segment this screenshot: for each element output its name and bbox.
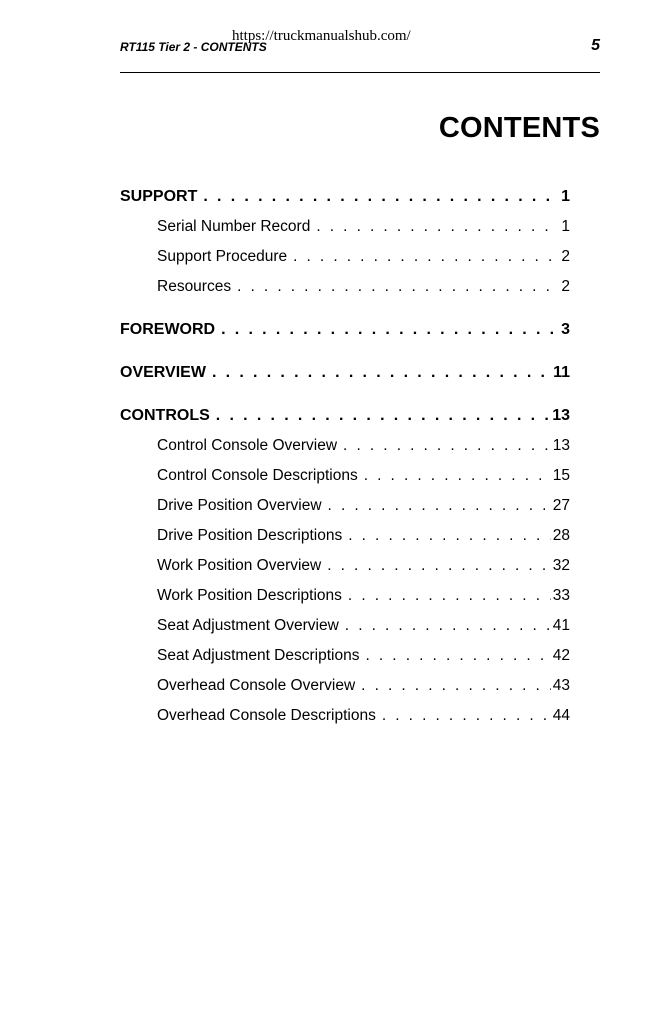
- toc-dot-leader: [293, 242, 559, 272]
- table-of-contents: [120, 182, 570, 731]
- toc-subentry[interactable]: [120, 551, 570, 581]
- toc-entry-label: Drive Position Descriptions: [157, 527, 343, 544]
- toc-dot-leader: [365, 641, 550, 671]
- toc-dot-leader: [348, 581, 551, 611]
- page-title: CONTENTS: [438, 112, 600, 144]
- toc-entry-page: 3: [561, 321, 570, 338]
- toc-entry-page: 2: [561, 248, 570, 265]
- toc-entry-page: 28: [552, 527, 570, 544]
- toc-dot-leader: [221, 315, 559, 345]
- toc-dot-leader: [361, 671, 551, 701]
- toc-entry-page: 2: [561, 278, 570, 295]
- toc-subentry[interactable]: [120, 671, 570, 701]
- toc-dot-leader: [237, 272, 559, 302]
- toc-subentry[interactable]: [120, 581, 570, 611]
- toc-entry-label: Serial Number Record: [157, 218, 311, 235]
- toc-dot-leader: [328, 491, 551, 521]
- toc-dot-leader: [327, 551, 551, 581]
- toc-dot-leader: [316, 212, 559, 242]
- toc-entry-page: 33: [552, 587, 570, 604]
- toc-entry-page: 1: [561, 218, 570, 235]
- running-head: RT115 Tier 2 - CONTENTS: [120, 40, 267, 54]
- toc-entry-label: FOREWORD: [120, 321, 216, 338]
- toc-entry-page: 32: [552, 557, 570, 574]
- toc-dot-leader: [345, 611, 551, 641]
- toc-dot-leader: [343, 431, 551, 461]
- toc-entry-label: Control Console Overview: [157, 437, 338, 454]
- toc-entry-page: 13: [552, 407, 570, 424]
- toc-entry-label: Seat Adjustment Descriptions: [157, 647, 360, 664]
- toc-entry-page: 43: [552, 677, 570, 694]
- toc-dot-leader: [212, 358, 551, 388]
- toc-subentry[interactable]: [120, 521, 570, 551]
- toc-entry-label: SUPPORT: [120, 188, 198, 205]
- toc-section-entry[interactable]: [120, 358, 570, 388]
- toc-dot-leader: [216, 401, 550, 431]
- toc-section-entry[interactable]: [120, 182, 570, 212]
- toc-section-entry[interactable]: [120, 315, 570, 345]
- header-rule: [120, 72, 600, 73]
- toc-entry-label: Work Position Descriptions: [157, 587, 342, 604]
- toc-entry-page: 13: [552, 437, 570, 454]
- watermark-url: https://truckmanualshub.com/: [232, 28, 411, 44]
- toc-subentry[interactable]: [120, 611, 570, 641]
- toc-entry-page: 42: [552, 647, 570, 664]
- toc-section-entry[interactable]: [120, 401, 570, 431]
- toc-entry-label: Overhead Console Overview: [157, 677, 356, 694]
- toc-subentry[interactable]: [120, 701, 570, 731]
- toc-subentry[interactable]: [120, 272, 570, 302]
- toc-entry-label: Drive Position Overview: [157, 497, 322, 514]
- toc-entry-label: Resources: [157, 278, 232, 295]
- toc-entry-page: 44: [552, 707, 570, 724]
- toc-subentry[interactable]: [120, 431, 570, 461]
- toc-entry-label: Overhead Console Descriptions: [157, 707, 376, 724]
- toc-subentry[interactable]: [120, 461, 570, 491]
- toc-entry-label: CONTROLS: [120, 407, 210, 424]
- toc-entry-label: Control Console Descriptions: [157, 467, 358, 484]
- toc-entry-page: 15: [552, 467, 570, 484]
- toc-entry-page: 27: [552, 497, 570, 514]
- toc-dot-leader: [348, 521, 551, 551]
- toc-entry-label: Support Procedure: [157, 248, 288, 265]
- toc-entry-label: Seat Adjustment Overview: [157, 617, 339, 634]
- toc-dot-leader: [382, 701, 551, 731]
- toc-dot-leader: [203, 182, 559, 212]
- toc-subentry[interactable]: [120, 491, 570, 521]
- toc-subentry[interactable]: [120, 641, 570, 671]
- toc-entry-label: Work Position Overview: [157, 557, 322, 574]
- toc-entry-page: 41: [552, 617, 570, 634]
- page-number: 5: [591, 37, 600, 54]
- toc-dot-leader: [364, 461, 551, 491]
- toc-entry-page: 1: [561, 188, 570, 205]
- toc-subentry[interactable]: [120, 212, 570, 242]
- toc-subentry[interactable]: [120, 242, 570, 272]
- toc-entry-page: 11: [553, 364, 570, 381]
- toc-entry-label: OVERVIEW: [120, 364, 206, 381]
